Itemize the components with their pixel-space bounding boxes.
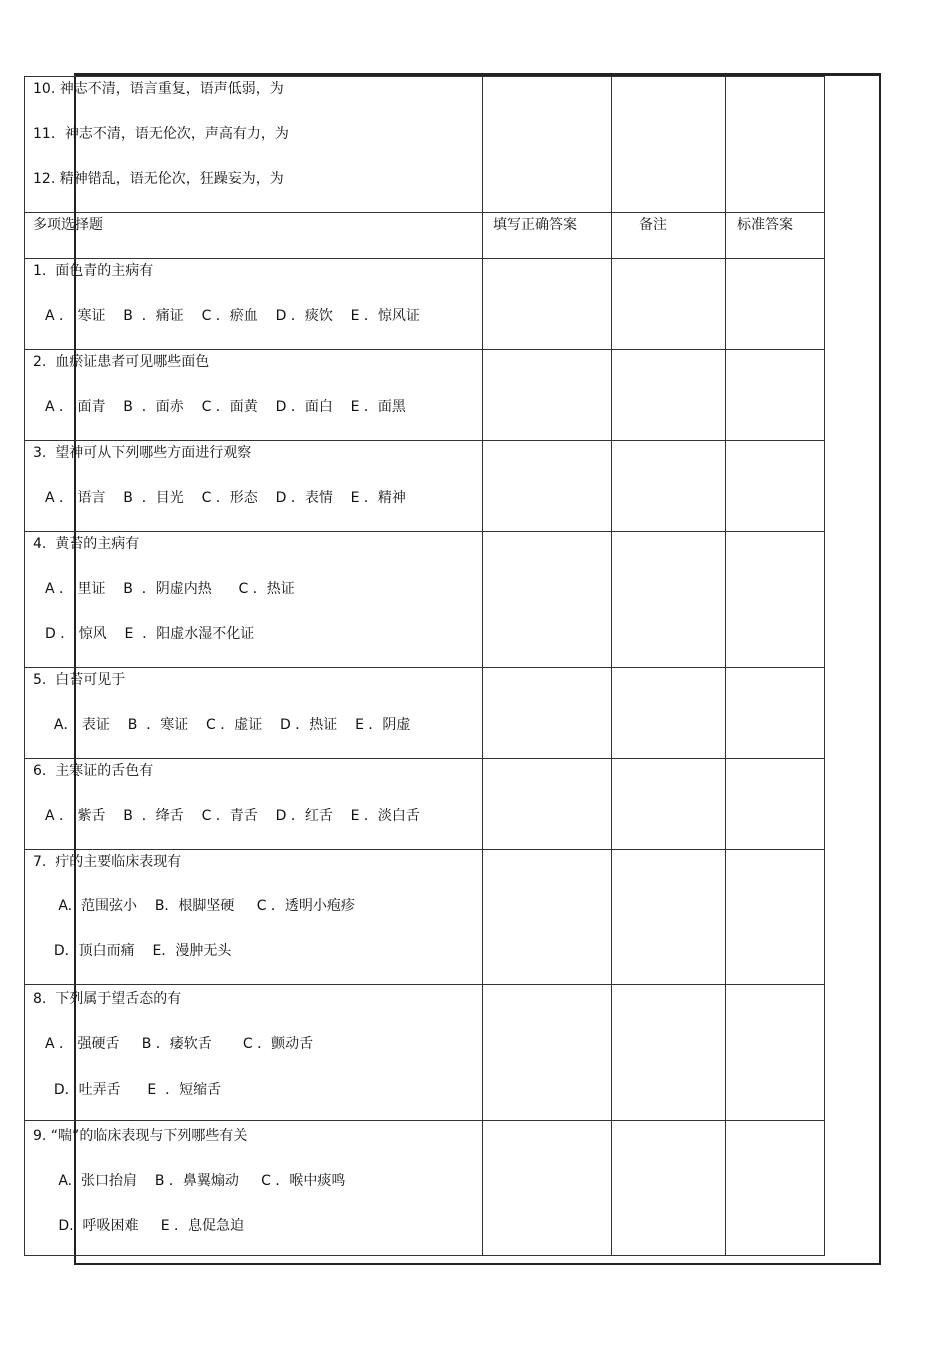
answer-cell[interactable] — [483, 532, 612, 668]
question-options: D．顶白而痛 E．漫肿无头 — [45, 943, 232, 959]
question-stem: 4. 黄苔的主病有 — [33, 536, 140, 552]
standard-cell — [726, 759, 825, 850]
question-options: D ． 惊风 E ．阳虚水湿不化证 — [45, 626, 255, 642]
standard-cell — [726, 532, 825, 668]
question-options: A ． 语言 B ．目光 C ．形态 D ．表情 E ．精神 — [45, 490, 406, 506]
answer-cell[interactable] — [483, 1121, 612, 1256]
question-options: A． 表证 B ．寒证 C ．虚证 D ．热证 E ．阴虚 — [45, 717, 411, 733]
standard-cell — [726, 985, 825, 1121]
note-cell[interactable] — [612, 668, 726, 759]
question-stem: 6. 主寒证的舌色有 — [33, 763, 154, 779]
question-row — [25, 532, 825, 668]
note-cell[interactable] — [612, 850, 726, 985]
answer-cell[interactable] — [483, 441, 612, 532]
note-cell[interactable] — [612, 1121, 726, 1256]
question-row — [25, 850, 825, 985]
question-row — [25, 350, 825, 441]
note-cell[interactable] — [612, 441, 726, 532]
question-row — [25, 759, 825, 850]
question-row — [25, 441, 825, 532]
question-row — [25, 985, 825, 1121]
question-12: 12. 精神错乱，语无伦次，狂躁妄为，为 — [33, 171, 284, 187]
exam-table — [24, 76, 825, 1256]
note-cell[interactable] — [612, 532, 726, 668]
question-stem: 2. 血瘀证患者可见哪些面色 — [33, 354, 210, 370]
note-cell[interactable] — [612, 350, 726, 441]
question-stem: 5. 白苔可见于 — [33, 672, 126, 688]
note-cell[interactable] — [612, 759, 726, 850]
question-options: A ． 紫舌 B ．绛舌 C ．青舌 D ．红舌 E ．淡白舌 — [45, 808, 420, 824]
question-stem: 8. 下列属于望舌态的有 — [33, 991, 182, 1007]
question-options: A ． 面青 B ．面赤 C ．面黄 D ．面白 E ．面黑 — [45, 399, 406, 415]
answer-cell[interactable] — [483, 985, 612, 1121]
question-options: A. 范围弦小 B．根脚坚硬 C ．透明小疱疹 — [45, 898, 355, 914]
standard-cell — [726, 668, 825, 759]
answer-cell[interactable] — [483, 850, 612, 985]
col-note-header: 备注 — [639, 217, 667, 233]
standard-cell — [726, 259, 825, 350]
question-stem: 7. 疔的主要临床表现有 — [33, 854, 182, 870]
question-options: D. 呼吸困难 E ．息促急迫 — [45, 1218, 245, 1234]
col-answer-header: 填写正确答案 — [493, 217, 577, 233]
header-row — [25, 213, 825, 259]
question-stem: 1. 面色青的主病有 — [33, 263, 154, 279]
answer-cell[interactable] — [483, 759, 612, 850]
standard-cell — [726, 350, 825, 441]
answer-cell[interactable] — [483, 350, 612, 441]
question-options: A. 张口抬肩 B ．鼻翼煽动 C ．喉中痰鸣 — [45, 1173, 346, 1189]
section-title: 多项选择题 — [33, 217, 103, 233]
standard-cell — [726, 77, 825, 213]
question-row — [25, 668, 825, 759]
answer-cell[interactable] — [483, 77, 612, 213]
note-cell[interactable] — [612, 259, 726, 350]
note-cell[interactable] — [612, 985, 726, 1121]
question-stem: 3. 望神可从下列哪些方面进行观察 — [33, 445, 252, 461]
question-options: A ． 里证 B ．阴虚内热 C ．热证 — [45, 581, 295, 597]
standard-cell — [726, 441, 825, 532]
col-standard-header: 标准答案 — [737, 217, 793, 233]
top-block-row — [25, 77, 825, 213]
standard-cell — [726, 1121, 825, 1256]
question-options: D．吐弄舌 E ．短缩舌 — [45, 1082, 222, 1098]
question-10: 10. 神志不清，语言重复，语声低弱，为 — [33, 81, 284, 97]
answer-cell[interactable] — [483, 259, 612, 350]
standard-cell — [726, 850, 825, 985]
question-row — [25, 259, 825, 350]
question-row — [25, 1121, 825, 1256]
question-cell — [25, 77, 483, 213]
question-options: A ． 寒证 B ．痛证 C ．瘀血 D ．痰饮 E ．惊风证 — [45, 308, 420, 324]
question-options: A ． 强硬舌 B ．痿软舌 C ．颤动舌 — [45, 1036, 314, 1052]
question-stem: 9. “喘”的临床表现与下列哪些有关 — [33, 1128, 248, 1144]
question-11: 11．神志不清，语无伦次，声高有力，为 — [33, 126, 289, 142]
answer-cell[interactable] — [483, 668, 612, 759]
note-cell[interactable] — [612, 77, 726, 213]
